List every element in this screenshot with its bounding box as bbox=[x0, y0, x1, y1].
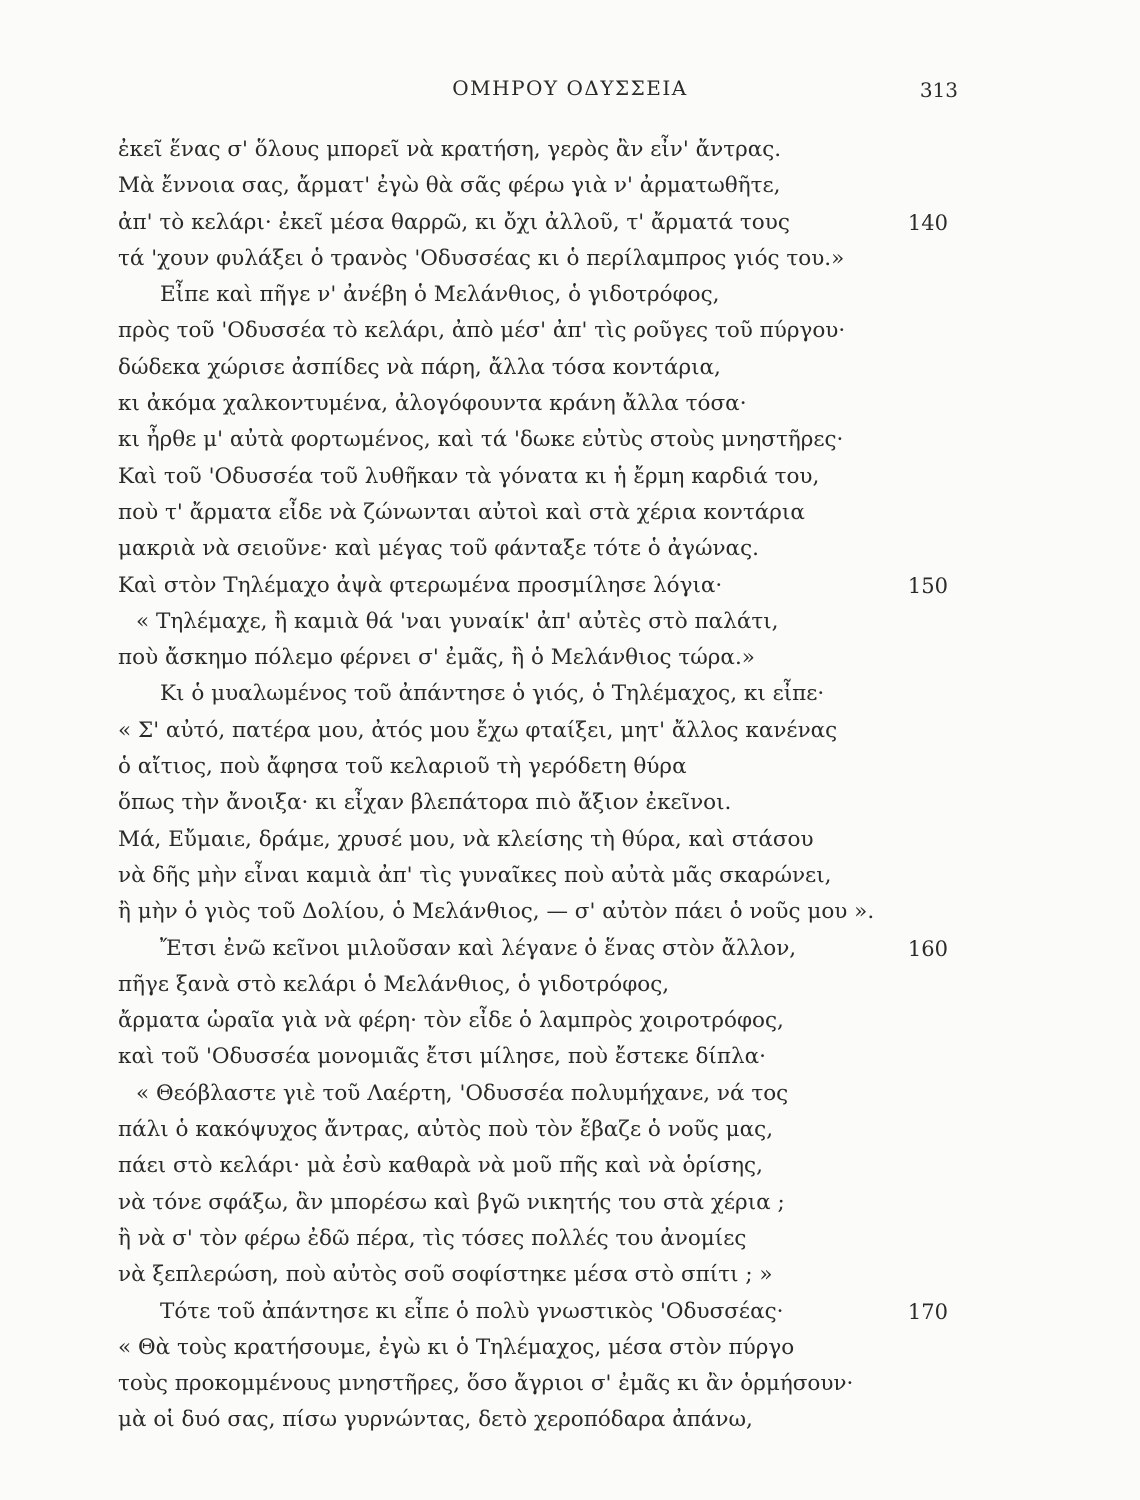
verse-line bbox=[118, 1294, 958, 1330]
verse-line bbox=[118, 132, 958, 168]
verse-line bbox=[118, 277, 958, 313]
verse-text: τά 'χουν φυλάξει ὁ τρανὸς 'Οδυσσέας κι ὁ περίλαμπρος γιός του.» bbox=[118, 245, 845, 271]
verse-line bbox=[118, 1402, 958, 1438]
verse-text: καὶ τοῦ 'Οδυσσέα μονομιᾶς ἔτσι μίλησε, ποὺ ἔστεκε δίπλα· bbox=[118, 1044, 766, 1070]
verse-text: ἀπ' τὸ κελάρι· ἐκεῖ μέσα θαρρῶ, κι ὄχι ἀλλοῦ, τ' ἄρματά τους bbox=[118, 209, 790, 235]
verse-line bbox=[118, 749, 958, 785]
page-header bbox=[0, 70, 1140, 106]
verse-line bbox=[118, 1148, 958, 1184]
line-number: 160 bbox=[907, 936, 948, 961]
verse-text: Ἔτσι ἐνῶ κεῖνοι μιλοῦσαν καὶ λέγανε ὁ ἕνας στὸν ἄλλον, bbox=[160, 935, 797, 961]
verse-line bbox=[118, 713, 958, 749]
verse-line bbox=[118, 386, 958, 422]
line-number: 170 bbox=[907, 1299, 948, 1324]
verse-block bbox=[118, 132, 958, 1439]
verse-line bbox=[118, 858, 958, 894]
verse-text: κι ἀκόμα χαλκοντυμένα, ἀλογόφουντα κράνη ἄλλα τόσα· bbox=[118, 391, 747, 417]
verse-line bbox=[118, 640, 958, 676]
verse-text: ὅπως τὴν ἄνοιξα· κι εἶχαν βλεπάτορα πιὸ ἄξιον ἐκεῖνοι. bbox=[118, 790, 732, 816]
running-title: ΟΜΗΡΟΥ ΟΔΥΣΣΕΙΑ bbox=[452, 76, 688, 100]
verse-line bbox=[118, 313, 958, 349]
verse-line bbox=[118, 785, 958, 821]
verse-text: « Θεόβλαστε γιὲ τοῦ Λαέρτη, 'Οδυσσέα πολυμήχανε, νά τος bbox=[136, 1080, 789, 1106]
verse-line bbox=[118, 1221, 958, 1257]
verse-line bbox=[118, 1039, 958, 1075]
verse-line bbox=[118, 931, 958, 967]
verse-text: πάλι ὁ κακόψυχος ἄντρας, αὐτὸς ποὺ τὸν ἔβαζε ὁ νοῦς μας, bbox=[118, 1117, 774, 1143]
verse-text: « Σ' αὐτό, πατέρα μου, ἀτός μου ἔχω φταίξει, μητ' ἄλλος κανένας bbox=[118, 717, 838, 743]
verse-line bbox=[118, 495, 958, 531]
verse-text: νὰ ξεπλερώση, ποὺ αὐτὸς σοῦ σοφίστηκε μέσα στὸ σπίτι ; » bbox=[118, 1262, 773, 1288]
verse-text: Τότε τοῦ ἀπάντησε κι εἶπε ὁ πολὺ γνωστικὸς 'Οδυσσέας· bbox=[160, 1298, 784, 1324]
verse-line bbox=[118, 241, 958, 277]
verse-line bbox=[118, 1003, 958, 1039]
verse-text: ποὺ ἄσκημο πόλεμο φέρνει σ' ἐμᾶς, ἢ ὁ Μελάνθιος τώρα.» bbox=[118, 645, 755, 671]
page-number: 313 bbox=[919, 78, 958, 102]
verse-text: κι ἦρθε μ' αὐτὰ φορτωμένος, καὶ τά 'δωκε εὐτὺς στοὺς μνηστῆρες· bbox=[118, 427, 844, 453]
verse-text: Μὰ ἔννοια σας, ἄρματ' ἐγὼ θὰ σᾶς φέρω γιὰ ν' ἀρματωθῆτε, bbox=[118, 173, 781, 199]
verse-line bbox=[118, 1257, 958, 1293]
verse-text: « Θὰ τοὺς κρατήσουμε, ἐγὼ κι ὁ Τηλέμαχος, μέσα στὸν πύργο bbox=[118, 1334, 795, 1360]
verse-text: ἢ νὰ σ' τὸν φέρω ἐδῶ πέρα, τὶς τόσες πολλές του ἀνομίες bbox=[118, 1225, 747, 1251]
verse-line bbox=[118, 1076, 958, 1112]
verse-line bbox=[118, 676, 958, 712]
verse-line bbox=[118, 422, 958, 458]
verse-text: Καὶ τοῦ 'Οδυσσέα τοῦ λυθῆκαν τὰ γόνατα κι ἡ ἔρμη καρδιά του, bbox=[118, 463, 820, 489]
verse-line bbox=[118, 459, 958, 495]
verse-text: ποὺ τ' ἄρματα εἶδε νὰ ζώνωνται αὐτοὶ καὶ στὰ χέρια κοντάρια bbox=[118, 499, 805, 525]
verse-text: πάει στὸ κελάρι· μὰ ἐσὺ καθαρὰ νὰ μοῦ πῆς καὶ νὰ ὁρίσης, bbox=[118, 1153, 763, 1179]
verse-line bbox=[118, 568, 958, 604]
verse-text: Εἶπε καὶ πῆγε ν' ἀνέβη ὁ Μελάνθιος, ὁ γιδοτρόφος, bbox=[160, 282, 720, 308]
verse-line bbox=[118, 1112, 958, 1148]
verse-text: δώδεκα χώρισε ἀσπίδες νὰ πάρη, ἄλλα τόσα κοντάρια, bbox=[118, 354, 721, 380]
verse-line bbox=[118, 604, 958, 640]
line-number: 150 bbox=[907, 573, 948, 598]
verse-text: νὰ δῆς μὴν εἶναι καμιὰ ἀπ' τὶς γυναῖκες ποὺ αὐτὰ μᾶς σκαρώνει, bbox=[118, 862, 832, 888]
verse-line bbox=[118, 1185, 958, 1221]
verse-line bbox=[118, 205, 958, 241]
verse-text: « Τηλέμαχε, ἢ καμιὰ θά 'ναι γυναίκ' ἀπ' αὐτὲς στὸ παλάτι, bbox=[136, 608, 779, 634]
verse-text: Καὶ στὸν Τηλέμαχο ἀψὰ φτερωμένα προσμίλησε λόγια· bbox=[118, 572, 723, 598]
verse-text: ἐκεῖ ἕνας σ' ὅλους μπορεῖ νὰ κρατήση, γερὸς ἂν εἶν' ἄντρας. bbox=[118, 137, 782, 162]
verse-text: Μά, Εὔμαιε, δράμε, χρυσέ μου, νὰ κλείσης τὴ θύρα, καὶ στάσου bbox=[118, 826, 814, 852]
verse-line bbox=[118, 894, 958, 930]
verse-text: ὁ αἴτιος, ποὺ ἄφησα τοῦ κελαριοῦ τὴ γερόδετη θύρα bbox=[118, 754, 687, 780]
verse-line bbox=[118, 1366, 958, 1402]
verse-text: τοὺς προκομμένους μνηστῆρες, ὅσο ἄγριοι σ' ἐμᾶς κι ἂν ὁρμήσουν· bbox=[118, 1371, 854, 1397]
verse-text: μὰ οἱ δυό σας, πίσω γυρνώντας, δετὸ χεροπόδαρα ἀπάνω, bbox=[118, 1407, 753, 1433]
verse-text: ἢ μὴν ὁ γιὸς τοῦ Δολίου, ὁ Μελάνθιος, — σ' αὐτὸν πάει ὁ νοῦς μου ». bbox=[118, 899, 875, 925]
verse-line bbox=[118, 350, 958, 386]
verse-text: ἄρματα ὡραῖα γιὰ νὰ φέρη· τὸν εἶδε ὁ λαμπρὸς χοιροτρόφος, bbox=[118, 1008, 784, 1034]
verse-text: Κι ὁ μυαλωμένος τοῦ ἀπάντησε ὁ γιός, ὁ Τηλέμαχος, κι εἶπε· bbox=[160, 681, 825, 707]
verse-line bbox=[118, 967, 958, 1003]
verse-line bbox=[118, 168, 958, 204]
verse-text: νὰ τόνε σφάξω, ἂν μπορέσω καὶ βγῶ νικητής του στὰ χέρια ; bbox=[118, 1189, 785, 1215]
verse-line bbox=[118, 822, 958, 858]
verse-line bbox=[118, 531, 958, 567]
verse-line bbox=[118, 1330, 958, 1366]
verse-text: μακριὰ νὰ σειοῦνε· καὶ μέγας τοῦ φάνταξε τότε ὁ ἀγώνας. bbox=[118, 536, 759, 562]
verse-text: πρὸς τοῦ 'Οδυσσέα τὸ κελάρι, ἀπὸ μέσ' ἀπ' τὶς ροῦγες τοῦ πύργου· bbox=[118, 318, 846, 344]
verse-text: πῆγε ξανὰ στὸ κελάρι ὁ Μελάνθιος, ὁ γιδοτρόφος, bbox=[118, 971, 670, 997]
line-number: 140 bbox=[907, 210, 948, 235]
